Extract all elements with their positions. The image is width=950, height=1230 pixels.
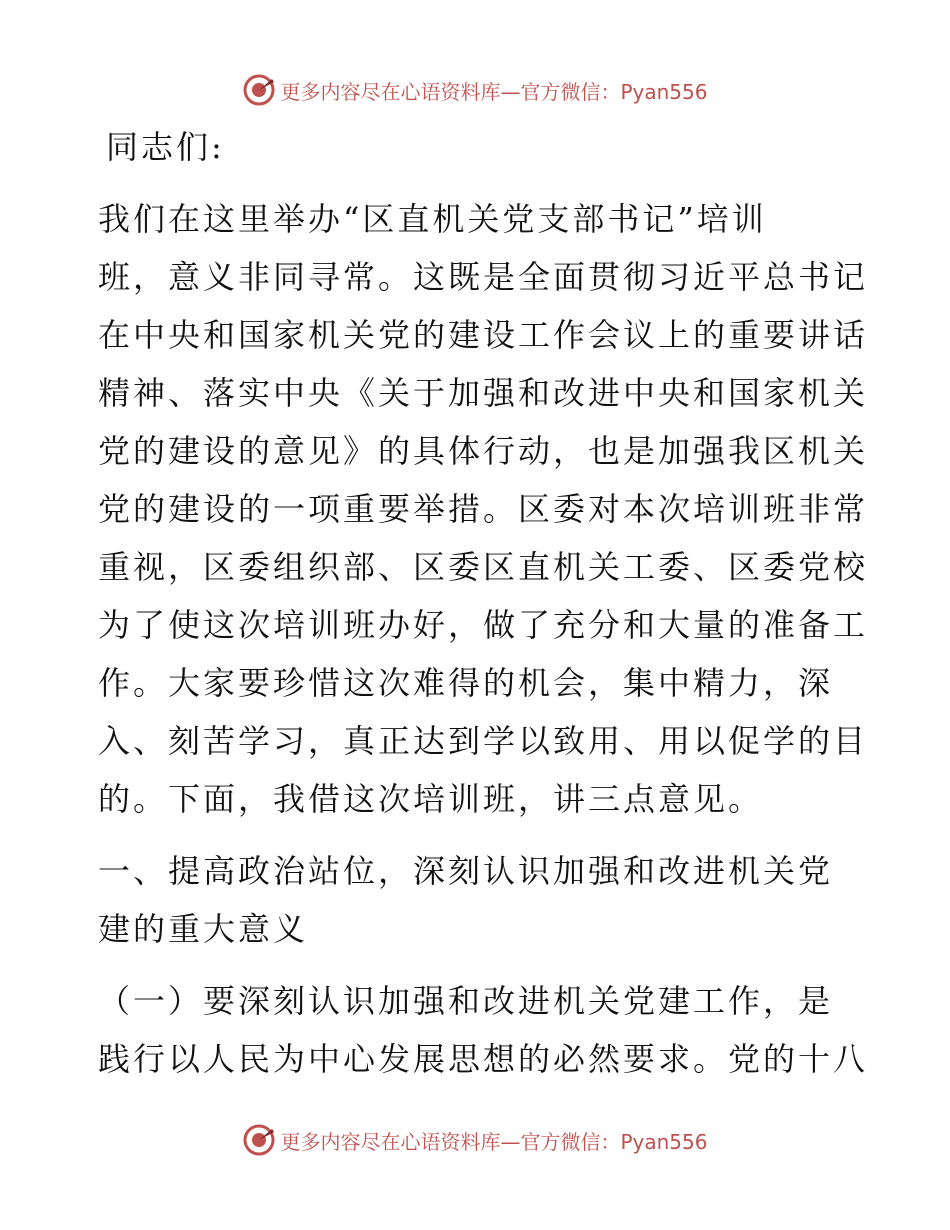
document-body (98, 118, 869, 1088)
paragraph-line: 为了使这次培训班办好，做了充分和大量的准备工 (98, 606, 869, 644)
paragraph-line: 党的建设的一项重要举措。区委对本次培训班非常 (98, 490, 869, 528)
paragraph-line: 重视，区委组织部、区委区直机关工委、区委党校 (98, 548, 869, 586)
paragraph-line: 作。大家要珍惜这次难得的机会，集中精力，深 (98, 664, 834, 702)
paragraph-line: 班，意义非同寻常。这既是全面贯彻习近平总书记 (98, 258, 869, 296)
watermark-text: 更多内容尽在心语资料库—官方微信：Pyan556 (280, 1129, 708, 1154)
paragraph-line: （一）要深刻认识加强和改进机关党建工作，是 (98, 982, 834, 1020)
heading-line: 建的重大意义 (98, 910, 309, 948)
pen-logo-icon (242, 73, 276, 107)
pen-logo-icon (242, 1123, 276, 1157)
paragraph-line: 入、刻苦学习，真正达到学以致用、用以促学的目 (98, 722, 869, 760)
watermark-text: 更多内容尽在心语资料库—官方微信：Pyan556 (280, 79, 708, 104)
paragraph-1 (98, 190, 869, 828)
paragraph-line: 践行以人民为中心发展思想的必然要求。党的十八 (98, 1040, 869, 1078)
paragraph-line: 的。下面，我借这次培训班，讲三点意见。 (98, 780, 764, 818)
watermark-banner-bottom (0, 1120, 950, 1160)
paragraph-line: 精神、落实中央《关于加强和改进中央和国家机关 (98, 374, 869, 412)
section-heading-1 (98, 842, 858, 958)
paragraph-2 (98, 972, 869, 1088)
watermark-banner-top (0, 70, 950, 110)
heading-line: 一、提高政治站位，深刻认识加强和改进机关党 (98, 852, 834, 890)
salutation: 同志们: (106, 128, 225, 166)
paragraph-line: 我们在这里举办“区直机关党支部书记”培训 (98, 200, 767, 238)
paragraph-line: 在中央和国家机关党的建设工作会议上的重要讲话 (98, 316, 869, 354)
paragraph-line: 党的建设的意见》的具体行动，也是加强我区机关 (98, 432, 869, 470)
